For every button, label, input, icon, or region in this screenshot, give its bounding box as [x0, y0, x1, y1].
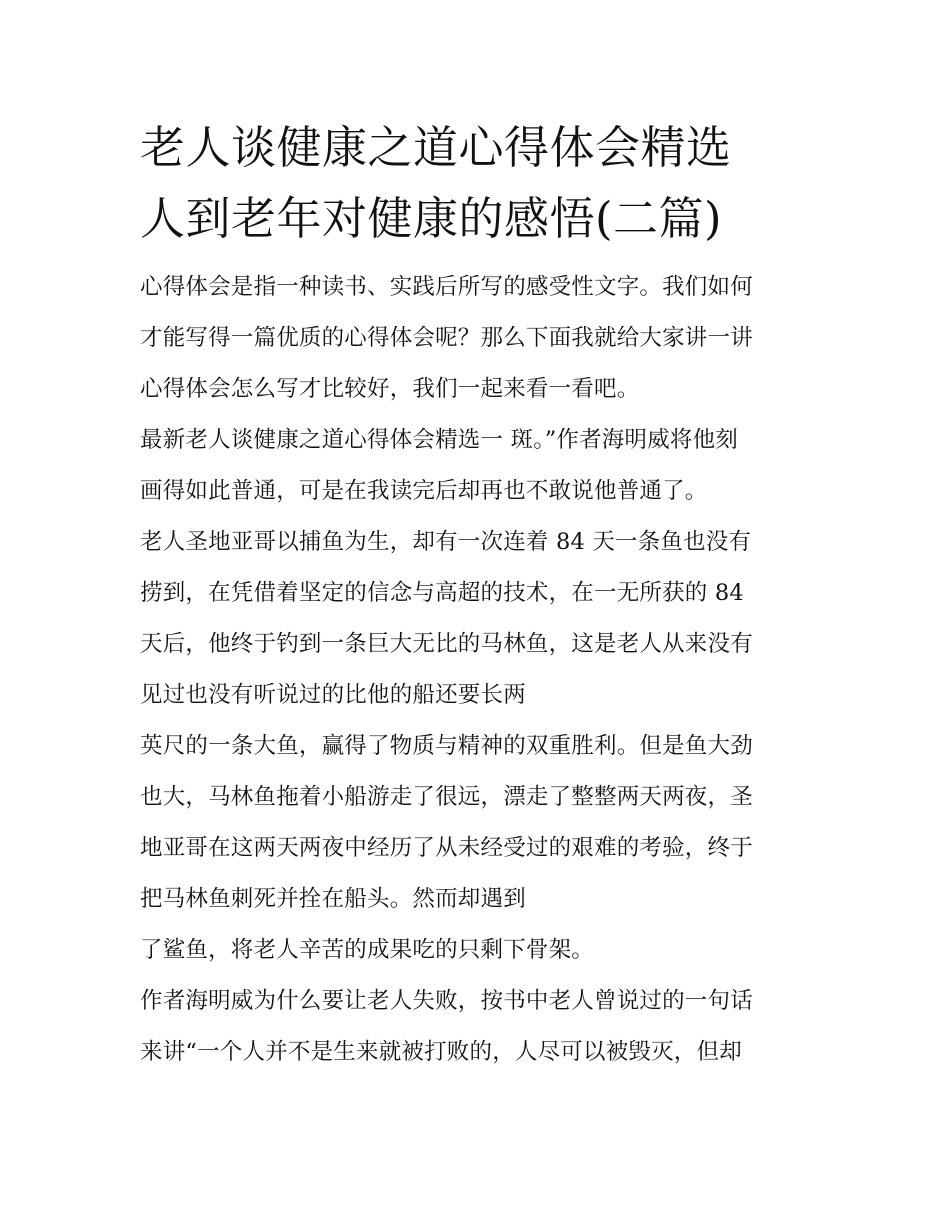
text-line: 作者海明威为什么要让老人失败，按书中老人曾说过的一句话 [140, 988, 753, 1014]
document-body [140, 262, 815, 1078]
text-line: 见过也没有听说过的比他的船还要长两 [140, 682, 526, 708]
paragraph-story-4 [140, 976, 815, 1078]
text-line: 捞到，在凭借着坚定的信念与高超的技术，在一无所获的 84 [140, 580, 744, 606]
document-content [140, 112, 815, 1078]
paragraph-story-2 [140, 721, 815, 925]
document-title [140, 112, 815, 254]
paragraph-story-3 [140, 925, 815, 976]
text-line: 地亚哥在这两天两夜中经历了从未经受过的艰难的考验，终于 [140, 835, 753, 861]
text-line: 最新老人谈健康之道心得体会精选一 斑。”作者海明威将他刻 [140, 427, 739, 453]
text-line: 英尺的一条大鱼，赢得了物质与精神的双重胜利。但是鱼大劲 [140, 733, 753, 759]
title-line: 人到老年对健康的感悟(二篇) [140, 192, 723, 245]
text-line: 心得体会是指一种读书、实践后所写的感受性文字。我们如何 [140, 274, 753, 300]
text-line: 也大，马林鱼拖着小船游走了很远，漂走了整整两天两夜，圣 [140, 784, 753, 810]
title-line: 老人谈健康之道心得体会精选 [140, 121, 732, 174]
paragraph-story-1 [140, 517, 815, 721]
text-line: 来讲“一个人并不是生来就被打败的，人尽可以被毁灭，但却 [140, 1039, 742, 1065]
text-line: 才能写得一篇优质的心得体会呢？那么下面我就给大家讲一讲 [140, 325, 753, 351]
paragraph-heading [140, 415, 815, 517]
text-line: 老人圣地亚哥以捕鱼为生，却有一次连着 84 天一条鱼也没有 [140, 529, 752, 555]
text-line: 把马林鱼刺死并拴在船头。然而却遇到 [140, 886, 526, 912]
text-line: 心得体会怎么写才比较好，我们一起来看一看吧。 [140, 376, 640, 402]
paragraph-intro [140, 262, 815, 415]
text-line: 画得如此普通，可是在我读完后却再也不敢说他普通了。 [140, 478, 708, 504]
text-line: 了鲨鱼，将老人辛苦的成果吃的只剩下骨架。 [140, 937, 595, 963]
text-line: 天后，他终于钓到一条巨大无比的马林鱼，这是老人从来没有 [140, 631, 753, 657]
